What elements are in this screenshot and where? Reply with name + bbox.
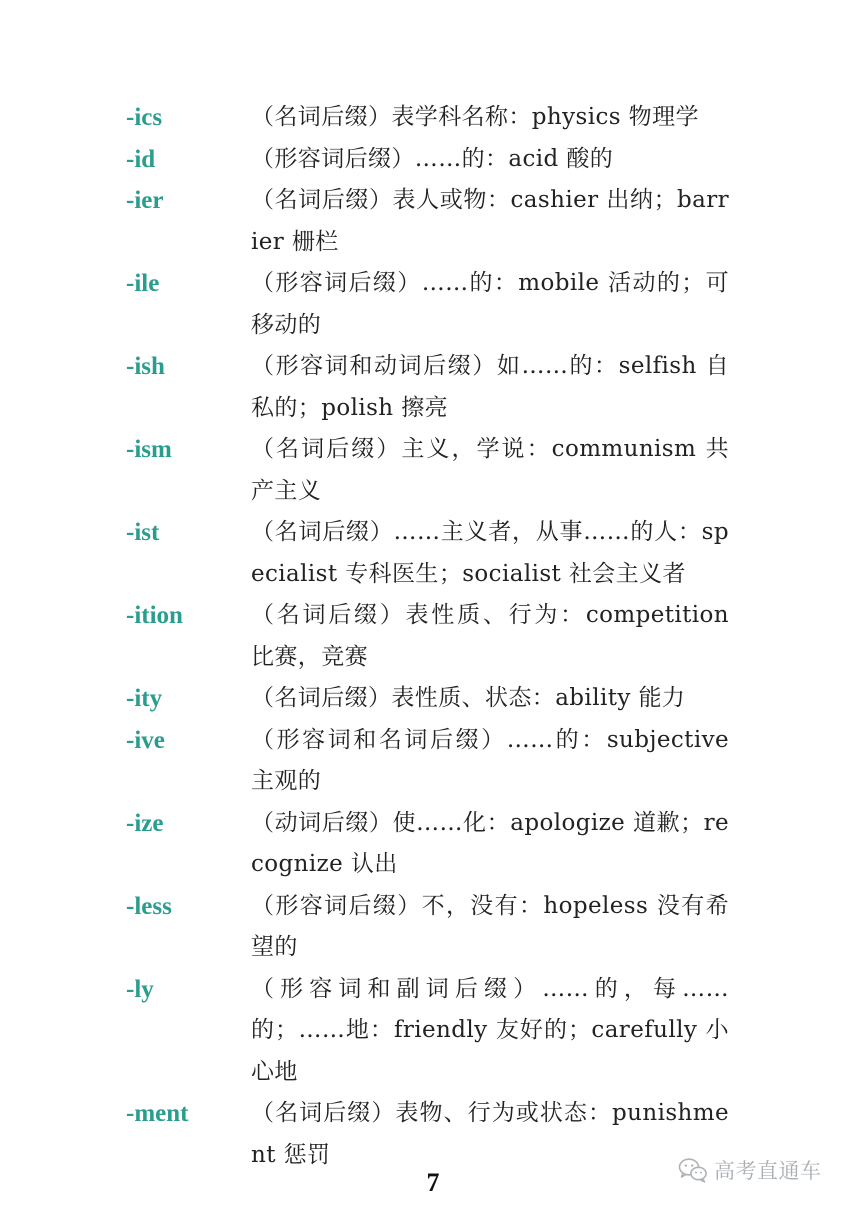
suffix-entry-ly [126, 969, 736, 1094]
suffix-definition: （名词后缀）表性质、行为：competition 比赛，竞赛 [251, 602, 729, 670]
wechat-icon [678, 1157, 708, 1183]
suffix-term: -ive [126, 726, 165, 754]
suffix-entry-ish [126, 346, 736, 429]
suffix-entry-ics [126, 97, 736, 139]
suffix-term: -ier [126, 187, 164, 214]
suffix-entry-ier [126, 180, 736, 263]
suffix-term: -ist [126, 519, 160, 546]
suffix-term: -ly [126, 975, 154, 1003]
suffix-entry-ity [126, 678, 736, 720]
suffix-term: -less [126, 892, 172, 920]
suffix-term: -id [126, 145, 156, 173]
suffix-entry-ment [126, 1093, 736, 1176]
suffix-term: -ity [126, 685, 163, 712]
suffix-term: -ics [126, 104, 163, 131]
suffix-term: -ize [126, 809, 164, 837]
suffix-entry-ize [126, 803, 736, 886]
suffix-definition: （形容词后缀）不，没有：hopeless 没有希望的 [251, 892, 729, 960]
suffix-definition: （名词后缀）表人或物：cashier 出纳；barrier 栅栏 [251, 187, 729, 255]
suffix-definition: （形容词后缀）……的：mobile 活动的；可移动的 [251, 270, 729, 338]
suffix-definition: （动词后缀）使……化：apologize 道歉；recognize 认出 [251, 809, 729, 877]
suffix-definition: （形容词和名词后缀）……的：subjective 主观的 [251, 726, 729, 794]
suffix-term: -ish [126, 353, 165, 380]
watermark [678, 1155, 822, 1185]
suffix-term: -ism [126, 436, 172, 463]
suffix-definition: （形容词和副词后缀）……的，每……的；……地：friendly 友好的；carefully 小心地 [251, 975, 729, 1085]
suffix-entry-ist [126, 512, 736, 595]
suffix-definition: （名词后缀）……主义者，从事……的人：specialist 专科医生；socialist 社会主义者 [251, 519, 729, 587]
page-number: 7 [426, 1168, 440, 1197]
suffix-entry-ism [126, 429, 736, 512]
suffix-definition: （名词后缀）表学科名称：physics 物理学 [251, 104, 699, 130]
suffix-list [126, 97, 736, 1176]
suffix-entry-id [126, 139, 736, 181]
suffix-definition: （名词后缀）表物、行为或状态：punishment 惩罚 [251, 1100, 729, 1168]
suffix-definition: （名词后缀）主义，学说：communism 共产主义 [251, 436, 729, 504]
suffix-term: -ition [126, 602, 183, 629]
suffix-entry-ive [126, 720, 736, 803]
suffix-term: -ment [126, 1100, 189, 1127]
suffix-entry-less [126, 886, 736, 969]
suffix-definition: （名词后缀）表性质、状态：ability 能力 [251, 685, 686, 711]
suffix-entry-ition [126, 595, 736, 678]
suffix-term: -ile [126, 270, 160, 297]
suffix-entry-ile [126, 263, 736, 346]
watermark-text: 高考直通车 [714, 1159, 822, 1183]
suffix-definition: （形容词和动词后缀）如……的：selfish 自私的；polish 擦亮 [251, 353, 729, 421]
suffix-definition: （形容词后缀）……的：acid 酸的 [251, 145, 614, 172]
